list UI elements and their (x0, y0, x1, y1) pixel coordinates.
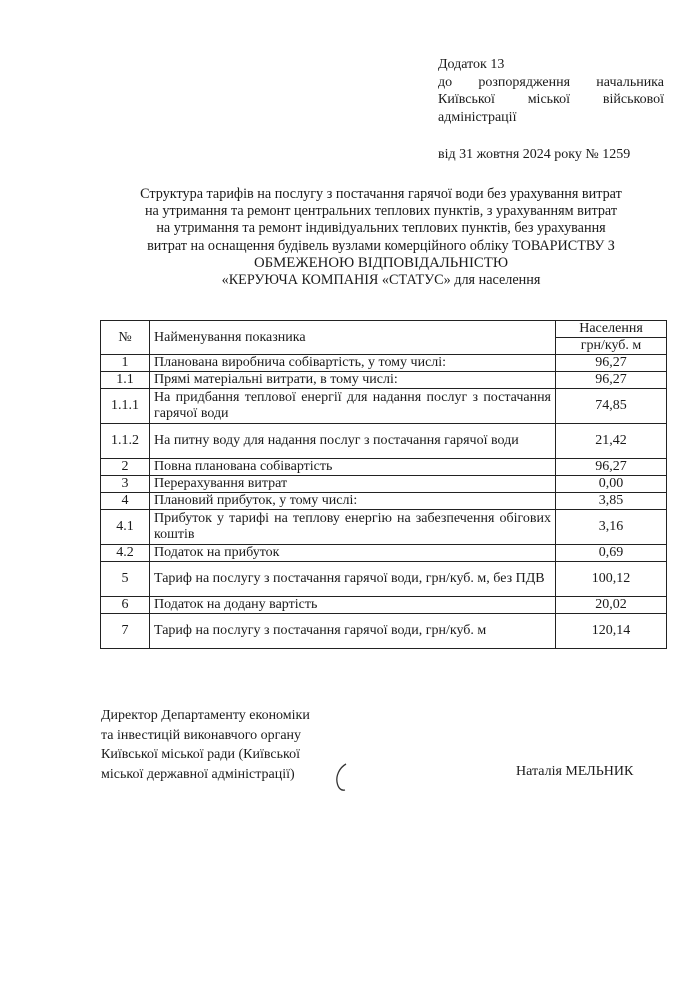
title-line: ОБМЕЖЕНОЮ ВІДПОВІДАЛЬНІСТЮ (253, 254, 509, 271)
row-num: 7 (101, 614, 150, 649)
row-name: На питну воду для надання послуг з постачання гарячої води (150, 424, 556, 459)
row-num: 1 (101, 355, 150, 372)
title-line: витрат на оснащення будівель вузлами комерційного обліку ТОВАРИСТВУ З (147, 237, 615, 254)
table-row (101, 614, 667, 649)
row-num: 5 (101, 562, 150, 597)
row-name: Плановий прибуток, у тому числі: (150, 493, 556, 510)
signer-position-line: Київської міської ради (Київської (101, 747, 300, 762)
row-num: 4.1 (101, 510, 150, 545)
row-value: 21,42 (556, 424, 667, 459)
header-group: Населення (556, 321, 667, 338)
table-row (101, 510, 667, 545)
row-value: 3,85 (556, 493, 667, 510)
document-title (92, 186, 670, 289)
row-name: Податок на прибуток (150, 545, 556, 562)
table-row (101, 459, 667, 476)
row-num: 1.1.1 (101, 389, 150, 424)
header-name: Найменування показника (150, 321, 556, 355)
row-value: 96,27 (556, 355, 667, 372)
row-name: Прибуток у тарифі на теплову енергію на забезпечення обігових коштів (150, 510, 556, 545)
table-row (101, 476, 667, 493)
table-row (101, 545, 667, 562)
row-name: На придбання теплової енергії для надання послуг з постачання гарячої води (150, 389, 556, 424)
row-name: Планована виробнича собівартість, у тому числі: (150, 355, 556, 372)
row-num: 4 (101, 493, 150, 510)
table-row (101, 389, 667, 424)
row-value: 0,69 (556, 545, 667, 562)
tariff-table (100, 320, 667, 649)
signer-position-line: та інвестицій виконавчого органу (101, 727, 302, 743)
appendix-order-line: до розпорядження начальника (438, 74, 664, 90)
row-num: 2 (101, 459, 150, 476)
row-name: Тариф на послугу з постачання гарячої води, грн/куб. м (150, 614, 556, 649)
row-value: 20,02 (556, 597, 667, 614)
table-row (101, 562, 667, 597)
row-value: 3,16 (556, 510, 667, 545)
row-num: 6 (101, 597, 150, 614)
table-row (101, 493, 667, 510)
table-row (101, 372, 667, 389)
appendix-authority-line-2: адміністрації (438, 109, 517, 125)
row-num: 1.1 (101, 372, 150, 389)
signer-position-line: міської державної адміністрації) (101, 766, 295, 782)
row-value: 96,27 (556, 459, 667, 476)
signer-position-line: Директор Департаменту економіки (101, 708, 310, 723)
appendix-date: від 31 жовтня 2024 року № 1259 (438, 147, 631, 162)
row-value: 0,00 (556, 476, 667, 493)
appendix-authority-line: Київської міської військової (438, 92, 664, 107)
title-line: «КЕРУЮЧА КОМПАНІЯ «СТАТУС» для населення (221, 272, 541, 289)
table-row (101, 355, 667, 372)
row-value: 100,12 (556, 562, 667, 597)
row-value: 96,27 (556, 372, 667, 389)
table-row (101, 424, 667, 459)
header-unit: грн/куб. м (556, 338, 667, 355)
row-num: 1.1.2 (101, 424, 150, 459)
row-name: Перерахування витрат (150, 476, 556, 493)
row-num: 3 (101, 476, 150, 493)
row-name: Повна планована собівартість (150, 459, 556, 476)
row-value: 74,85 (556, 389, 667, 424)
signer-name: Наталія МЕЛЬНИК (516, 764, 634, 779)
header-num: № (101, 321, 150, 355)
title-line: Структура тарифів на послугу з постачання гарячої води без урахування витрат (140, 186, 622, 202)
row-value: 120,14 (556, 614, 667, 649)
row-num: 4.2 (101, 545, 150, 562)
handwritten-signature-mark (333, 762, 351, 794)
table-row (101, 597, 667, 614)
appendix-number: Додаток 13 (438, 57, 505, 72)
row-name: Прямі матеріальні витрати, в тому числі: (150, 372, 556, 389)
title-line: на утримання та ремонт центральних теплових пунктів, з урахуванням витрат (144, 203, 618, 220)
row-name: Тариф на послугу з постачання гарячої води, грн/куб. м, без ПДВ (150, 562, 556, 597)
row-name: Податок на додану вартість (150, 597, 556, 614)
title-line: на утримання та ремонт індивідуальних теплових пунктів, без урахування (156, 220, 606, 237)
appendix-block (438, 56, 664, 162)
